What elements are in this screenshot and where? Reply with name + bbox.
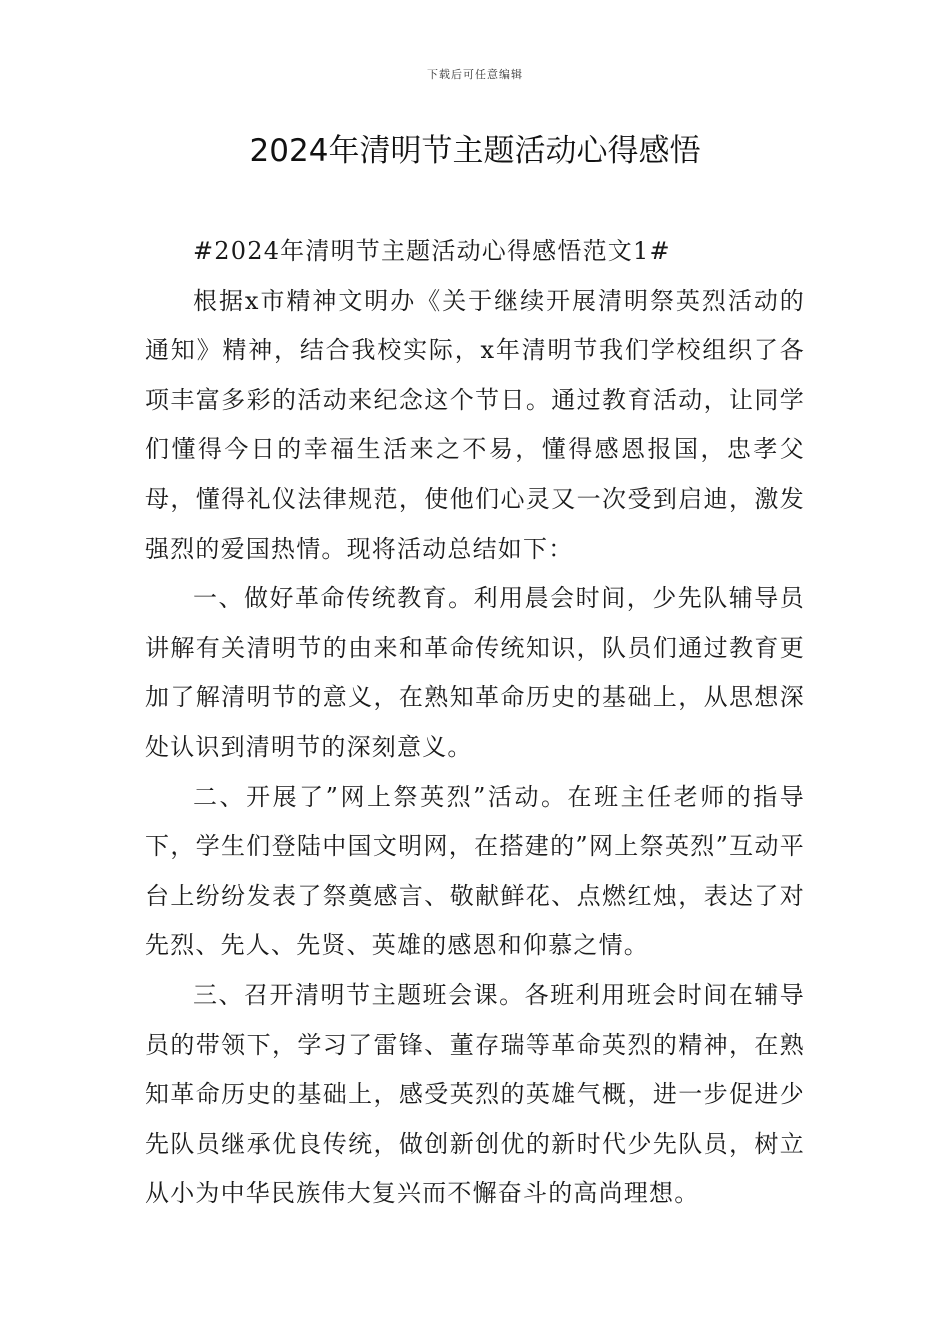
paragraph-intro: 根据x市精神文明办《关于继续开展清明祭英烈活动的通知》精神，结合我校实际，x年清明节我们学校组织了各项丰富多彩的活动来纪念这个节日。通过教育活动，让同学们懂得今日的幸福生活来之不易，懂得感恩报国，忠孝父母，懂得礼仪法律规范，使他们心灵又一次受到启迪，激发强烈的爱国热情。现将活动总结如下： [145, 286, 805, 563]
subheading: #2024年清明节主题活动心得感悟范文1# [193, 237, 671, 265]
paragraph-section-2: 二、开展了”网上祭英烈”活动。在班主任老师的指导下，学生们登陆中国文明网，在搭建的”网上祭英烈”互动平台上纷纷发表了祭奠感言、敬献鲜花、点燃红烛，表达了对先烈、先人、先贤、英雄的感恩和仰慕之情。 [145, 782, 805, 960]
document-title: 2024年清明节主题活动心得感悟 [249, 133, 701, 169]
page-header-note: 下载后可任意编辑 [427, 68, 523, 81]
paragraph-section-1: 一、做好革命传统教育。利用晨会时间，少先队辅导员讲解有关清明节的由来和革命传统知识，队员们通过教育更加了解清明节的意义，在熟知革命历史的基础上，从思想深处认识到清明节的深刻意义。 [145, 584, 805, 761]
document-body [145, 227, 805, 1219]
paragraph-section-3: 三、召开清明节主题班会课。各班利用班会时间在辅导员的带领下，学习了雷锋、董存瑞等革命英烈的精神，在熟知革命历史的基础上，感受英烈的英雄气概，进一步促进少先队员继承优良传统，做创新创优的新时代少先队员，树立从小为中华民族伟大复兴而不懈奋斗的高尚理想。 [145, 980, 805, 1208]
